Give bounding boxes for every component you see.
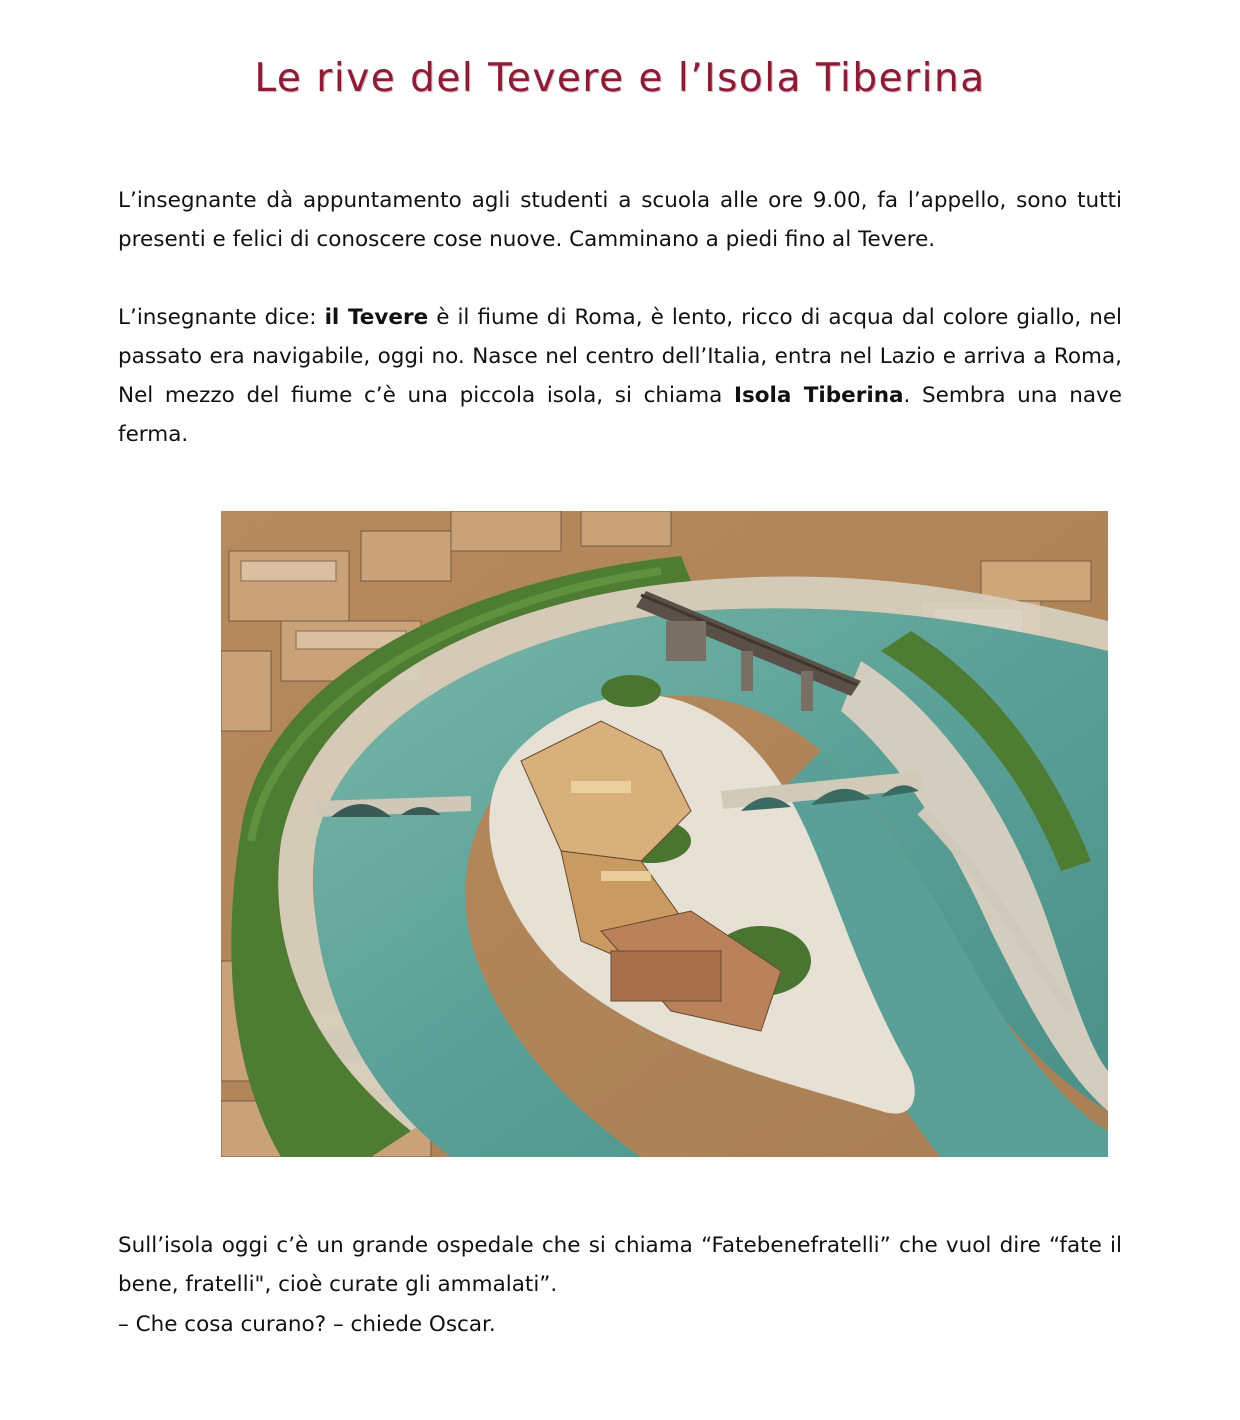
- tevere-text-1: L’insegnante dice:: [118, 305, 325, 330]
- page-title: Le rive del Tevere e l’Isola Tiberina: [254, 56, 986, 101]
- tevere-bold-term: il Tevere: [324, 305, 429, 330]
- tevere-text-2: è il fiume di Roma, è lento, ricco di acqua dal colore giallo, nel passato era navigabile, oggi no. Nasce nel centro dell’Italia, entra nel Lazio e arriva a Roma, Nel mezzo del fiume c’è una piccola isola, si chiama: [118, 305, 1123, 408]
- tevere-paragraph: [118, 298, 1122, 454]
- tevere-text-3: . Sembra una nave ferma.: [118, 383, 1122, 447]
- dialogue-line: – Che cosa curano? – chiede Oscar.: [118, 1312, 496, 1337]
- isola-tiberina-aerial-photo: [221, 511, 1108, 1157]
- intro-paragraph: L’insegnante dà appuntamento agli studenti a scuola alle ore 9.00, fa l’appello, sono tutti presenti e felici di conoscere cose nuove. Camminano a piedi fino al Tevere.: [118, 188, 1122, 252]
- isola-bold-term: Isola Tiberina: [733, 383, 904, 408]
- hospital-paragraph: Sull’isola oggi c’è un grande ospedale che si chiama “Fatebenefratelli” che vuol dire “fate il bene, fratelli", cioè curate gli ammalati”.: [118, 1233, 1122, 1297]
